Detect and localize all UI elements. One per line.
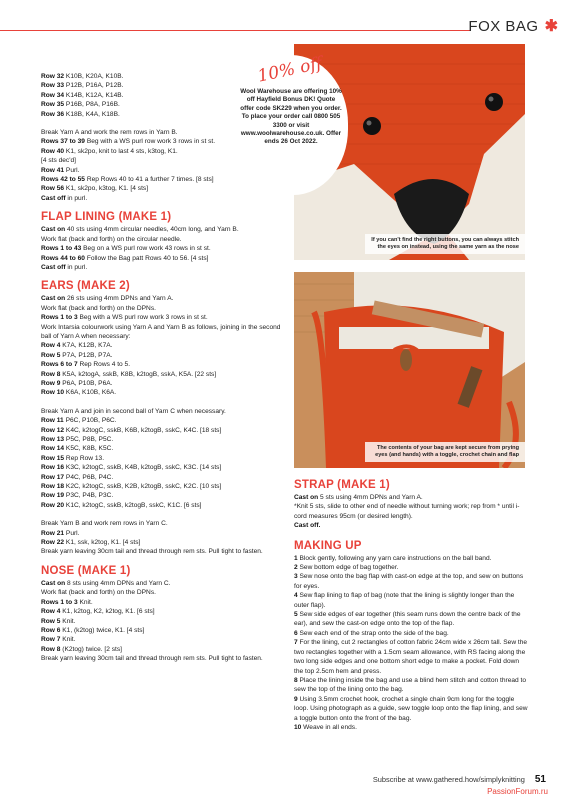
step-number: 6 xyxy=(294,629,298,637)
instruction-label: Row 33 xyxy=(41,82,65,90)
instruction-line xyxy=(41,184,281,193)
instruction-label: Rows 44 to 60 xyxy=(41,254,85,262)
instruction-label: Cast on xyxy=(294,494,319,501)
instruction-text: K14B, K12A, K14B. xyxy=(64,91,124,99)
making-up-step xyxy=(294,723,530,732)
instruction-text: Beg with a WS purl row work 3 rows in st st. xyxy=(77,314,208,322)
step-text: Sew side edges of ear together (this seam runs down the centre back of the ear), and sew the cast-on edge onto the top of the flap. xyxy=(294,611,521,628)
instruction-text: K1, sk2po, knit to last 4 sts, k3tog, K1. xyxy=(64,147,178,155)
instruction-text: 5 sts using 4mm DPNs and Yarn A. xyxy=(318,494,423,501)
instruction-text: Knit. xyxy=(60,617,76,625)
step-number: 5 xyxy=(294,611,298,619)
nose-instructions xyxy=(41,579,281,664)
instruction-label: Cast off xyxy=(41,194,66,202)
making-up-heading: MAKING UP xyxy=(294,539,362,552)
flap-lining-instructions xyxy=(41,225,281,272)
instruction-line xyxy=(41,426,281,435)
step-number: 10 xyxy=(294,723,302,731)
instruction-label: Rows 6 to 7 xyxy=(41,361,78,369)
step-text: Sew nose onto the bag flap with cast-on edge at the top, and sew on buttons for eyes. xyxy=(294,573,524,590)
instruction-line xyxy=(41,654,281,663)
instruction-line xyxy=(41,313,281,322)
instruction-line xyxy=(41,645,281,654)
instruction-label: Cast on xyxy=(41,226,66,234)
instruction-text: [4 sts dec'd] xyxy=(41,157,76,165)
making-up-step xyxy=(294,572,530,591)
instruction-text: Work flat (back and forth) on the circular needle. xyxy=(41,235,182,243)
instruction-text: P16B, P8A, P16B. xyxy=(64,101,120,109)
instruction-text: K18B, K4A, K18B. xyxy=(64,110,120,118)
instruction-label: Row 11 xyxy=(41,417,64,425)
flap-lining-heading: FLAP LINING (MAKE 1) xyxy=(41,211,172,224)
instruction-text: K1, (k2tog) twice, K1. [4 sts] xyxy=(60,626,145,634)
instruction-label: Cast off xyxy=(41,263,66,271)
instruction-label: Row 9 xyxy=(41,379,61,387)
instruction-line xyxy=(294,521,530,530)
instruction-text: in purl. xyxy=(65,194,88,202)
instruction-text: K7A, K12B, K7A. xyxy=(60,342,113,350)
making-up-step xyxy=(294,610,530,629)
instruction-text: K1, ssk, k2tog, K1. [4 sts] xyxy=(64,539,141,547)
instruction-text: P3C, P4B, P3C. xyxy=(64,492,114,500)
instruction-line xyxy=(41,323,281,342)
instruction-line xyxy=(41,617,281,626)
instruction-text: Knit. xyxy=(77,598,93,606)
page-footer xyxy=(373,774,546,785)
instruction-label: Row 7 xyxy=(41,636,61,644)
instruction-line xyxy=(41,435,281,444)
bag-toggle-illustration xyxy=(294,272,525,468)
step-text: Weave in all ends. xyxy=(301,723,357,731)
promo-headline: 10% off xyxy=(255,53,325,87)
instruction-text: Knit. xyxy=(60,636,76,644)
instruction-text: P6A, P10B, P6A. xyxy=(60,379,113,387)
instruction-label: Row 40 xyxy=(41,147,65,155)
instruction-text: P12B, P16A, P12B. xyxy=(64,82,124,90)
instruction-text: P4C, P6B, P4C. xyxy=(64,473,114,481)
instruction-label: Row 35 xyxy=(41,101,65,109)
instruction-line xyxy=(294,493,530,502)
instruction-text: (K2tog) twice. [2 sts] xyxy=(60,645,122,653)
step-number: 8 xyxy=(294,676,298,684)
instruction-text: in purl. xyxy=(65,263,88,271)
bag-toggle-photo xyxy=(294,272,525,468)
instruction-text: Follow the Bag patt Rows 40 to 56. [4 sts] xyxy=(84,254,209,262)
instruction-text: P7A, P12B, P7A. xyxy=(60,351,113,359)
instruction-line xyxy=(41,482,281,491)
step-text: Using 3.5mm crochet hook, crochet a single chain 9cm long for the toggle loop. Using photograph as a guide, sew toggle loop onto the flap lining, and sew a toggle button onto the front of the bag. xyxy=(294,695,528,722)
instruction-line xyxy=(41,635,281,644)
instruction-label: Row 18 xyxy=(41,483,65,491)
instruction-line xyxy=(41,294,281,303)
instruction-label: Row 13 xyxy=(41,436,65,443)
instruction-line xyxy=(41,341,281,350)
instruction-line xyxy=(41,501,281,510)
instruction-label: Row 17 xyxy=(41,473,65,481)
instruction-line xyxy=(41,626,281,635)
instruction-line xyxy=(41,598,281,607)
instruction-text: K3C, k2togC, sskB, K4B, k2togB, sskC, K3C. [14 sts] xyxy=(64,464,222,472)
instruction-line xyxy=(41,379,281,388)
step-number: 2 xyxy=(294,564,298,572)
instruction-line xyxy=(41,416,281,425)
ears-instructions-part3 xyxy=(41,519,281,557)
instruction-line xyxy=(41,454,281,463)
instruction-text: Work Intarsia colourwork using Yarn A and Yarn B as follows, joining in the second ball of Yarn A when necessary: xyxy=(41,323,281,340)
step-number: 4 xyxy=(294,592,298,600)
watermark: PassionForum.ru xyxy=(487,787,548,796)
instruction-label: Row 36 xyxy=(41,110,65,118)
instruction-label: Row 21 xyxy=(41,529,65,537)
ears-heading: EARS (MAKE 2) xyxy=(41,280,130,293)
instruction-text: Work flat (back and forth) on the DPNs. xyxy=(41,589,156,597)
making-up-step xyxy=(294,591,530,610)
instruction-line xyxy=(41,175,281,184)
photo2-caption: The contents of your bag are kept secure from prying eyes (and hands) with a toggle, crochet chain and flap xyxy=(365,442,525,462)
instruction-line xyxy=(41,225,281,234)
instruction-label: Row 10 xyxy=(41,389,65,397)
instruction-line xyxy=(41,244,281,253)
instruction-text: Purl. xyxy=(64,529,80,537)
step-number: 7 xyxy=(294,639,298,647)
instruction-text: P5C, P8B, P5C. xyxy=(64,436,114,443)
instruction-text: Break Yarn A and join in second ball of Yarn C when necessary. xyxy=(41,407,226,415)
instruction-label: Cast on xyxy=(41,579,66,587)
instruction-text: K5C, K8B, K5C. xyxy=(64,445,114,453)
instruction-label: Rows 37 to 39 xyxy=(41,138,85,146)
instruction-line xyxy=(41,388,281,397)
making-up-steps xyxy=(294,554,530,733)
instruction-text: K4C, k2togC, sskB, K6B, k2togB, sskC, K4C. [18 sts] xyxy=(64,426,222,434)
instruction-text: Break Yarn A and work the rem rows in Yarn B. xyxy=(41,129,178,137)
instruction-text: K5A, k2togA, sskB, K8B, k2togB, sskA, K5A. [22 sts] xyxy=(60,370,217,378)
instruction-text: Beg with a WS purl row work 3 rows in st st. xyxy=(84,138,216,146)
making-up-step xyxy=(294,638,530,676)
instruction-line xyxy=(41,351,281,360)
instruction-line xyxy=(41,473,281,482)
step-number: 1 xyxy=(294,554,298,562)
instruction-label: Row 34 xyxy=(41,91,65,99)
instruction-line xyxy=(41,529,281,538)
nose-heading: NOSE (MAKE 1) xyxy=(41,564,131,577)
instruction-text: K10B, K20A, K10B. xyxy=(64,73,124,80)
instruction-label: Row 12 xyxy=(41,426,65,434)
step-number: 9 xyxy=(294,695,298,703)
instruction-label: Row 5 xyxy=(41,351,61,359)
instruction-line xyxy=(41,304,281,313)
instruction-line xyxy=(41,579,281,588)
instruction-text: Rep Rows 4 to 5. xyxy=(77,361,131,369)
promo-text: Wool Warehouse are offering 10% off Hayfield Bonus DK! Quote offer code SK229 when you order. To place your order call 0800 505 3300 or visit www.woolwarehouse.co.uk. Offer ends 26 Oct 2022. xyxy=(240,88,342,146)
instruction-text: P6C, P10B, P6C. xyxy=(63,417,117,425)
ears-instructions xyxy=(41,294,281,397)
instruction-line xyxy=(41,407,281,416)
page-number: 51 xyxy=(534,774,546,785)
page-header xyxy=(468,18,558,35)
step-text: Sew flap lining to flap of bag (note that the lining is slightly longer than the outer flap). xyxy=(294,592,515,609)
instruction-label: Row 6 xyxy=(41,626,61,634)
making-up-step xyxy=(294,554,530,563)
asterisk-icon: ✱ xyxy=(544,17,558,35)
header-rule xyxy=(0,30,470,31)
instruction-text: Break yarn leaving 30cm tail and thread through rem sts. Pull tight to fasten. xyxy=(41,548,263,556)
instruction-label: Cast on xyxy=(41,295,66,303)
instruction-text: Purl. xyxy=(64,166,80,174)
step-text: Place the lining inside the bag and use a blind hem stitch and cotton thread to sew the top of the lining onto the bag. xyxy=(294,676,527,694)
instruction-line xyxy=(41,588,281,597)
instruction-label: Row 22 xyxy=(41,539,65,547)
instruction-text: K1C, k2togC, sskB, k2togB, sskC, K1C. [6 sts] xyxy=(64,501,202,509)
instruction-label: Row 20 xyxy=(41,501,65,509)
instruction-label: Row 19 xyxy=(41,492,65,500)
instruction-line xyxy=(294,502,530,521)
section-title: FOX BAG xyxy=(468,18,539,35)
instruction-label: Row 4 xyxy=(41,342,61,350)
instruction-line xyxy=(41,491,281,500)
instruction-line xyxy=(41,547,281,556)
instruction-label: Row 14 xyxy=(41,445,65,453)
step-text: For the lining, cut 2 rectangles of cotton fabric 24cm wide x 26cm tall. Sew the two rectangles together with a 1.5cm seam allowance, with RS facing along the two long side edges and one bottom short edge to make a pocket. Fold down the top 2.5cm hem and press. xyxy=(294,639,528,675)
instruction-line xyxy=(41,254,281,263)
instruction-line xyxy=(41,235,281,244)
step-number: 3 xyxy=(294,573,298,581)
instruction-label: Cast off. xyxy=(294,522,321,530)
instruction-text: K1, sk2po, k3tog, K1. [4 sts] xyxy=(64,185,149,193)
ears-instructions-part2 xyxy=(41,407,281,510)
instruction-text: Rep Rows 40 to 41 a further 7 times. [8 sts] xyxy=(84,176,214,184)
instruction-label: Row 8 xyxy=(41,645,61,653)
subscribe-text: Subscribe at www.gathered.how/simplyknitting xyxy=(372,775,525,784)
step-text: Sew bottom edge of bag together. xyxy=(297,564,399,572)
right-column xyxy=(294,478,530,732)
instruction-label: Row 8 xyxy=(41,370,61,378)
instruction-line xyxy=(41,263,281,272)
making-up-step xyxy=(294,695,530,723)
instruction-label: Rows 1 to 3 xyxy=(41,314,78,322)
photo1-caption: If you can't find the right buttons, you can always stitch the eyes on instead, using the same yarn as the nose xyxy=(365,234,525,254)
instruction-label: Row 4 xyxy=(41,608,61,616)
instruction-line xyxy=(41,607,281,616)
instruction-text: Work flat (back and forth) on the DPNs. xyxy=(41,304,156,312)
instruction-label: Row 5 xyxy=(41,617,61,625)
instruction-line xyxy=(41,538,281,547)
instruction-line xyxy=(41,370,281,379)
instruction-text: *Knit 5 sts, slide to other end of needle without turning work; rep from * until i-cord measures 95cm (or desired length). xyxy=(294,503,520,520)
instruction-text: Break Yarn B and work rem rows in Yarn C. xyxy=(41,520,168,528)
instruction-text: K2C, k2togC, sskB, K2B, k2togB, sskC, K2C. [10 sts] xyxy=(64,483,222,491)
instruction-text: 26 sts using 4mm DPNs and Yarn A. xyxy=(65,295,174,303)
instruction-text: 40 sts using 4mm circular needles, 40cm long, and Yarn B. xyxy=(65,226,239,234)
instruction-label: Rows 1 to 3 xyxy=(41,598,78,606)
instruction-label: Row 56 xyxy=(41,185,65,193)
instruction-line xyxy=(41,519,281,528)
making-up-step xyxy=(294,676,530,695)
strap-heading: STRAP (MAKE 1) xyxy=(294,479,390,491)
instruction-label: Row 16 xyxy=(41,464,65,472)
instruction-text: 8 sts using 4mm DPNs and Yarn C. xyxy=(65,579,171,587)
instruction-label: Rows 1 to 43 xyxy=(41,245,82,253)
making-up-step xyxy=(294,629,530,638)
instruction-label: Rows 42 to 55 xyxy=(41,176,85,184)
step-text: Sew each end of the strap onto the side of the bag. xyxy=(297,629,449,637)
instruction-text: Beg on a WS purl row work 43 rows in st st. xyxy=(81,245,211,253)
instruction-line xyxy=(41,194,281,203)
instruction-label: Row 41 xyxy=(41,166,65,174)
instruction-label: Row 32 xyxy=(41,73,65,80)
instruction-text: K6A, K10B, K6A. xyxy=(64,389,117,397)
instruction-line xyxy=(41,444,281,453)
strap-instructions xyxy=(294,493,530,531)
instruction-label: Row 15 xyxy=(41,454,65,462)
instruction-line xyxy=(41,463,281,472)
instruction-line xyxy=(41,360,281,369)
making-up-step xyxy=(294,563,530,572)
instruction-text: K1, k2tog, K2, k2tog, K1. [6 sts] xyxy=(60,608,155,616)
step-text: Block gently, following any yarn care instructions on the ball band. xyxy=(297,554,492,562)
instruction-text: Break yarn leaving 30cm tail and thread through rem sts. Pull tight to fasten. xyxy=(41,655,263,663)
instruction-text: Rep Row 13. xyxy=(64,454,105,462)
